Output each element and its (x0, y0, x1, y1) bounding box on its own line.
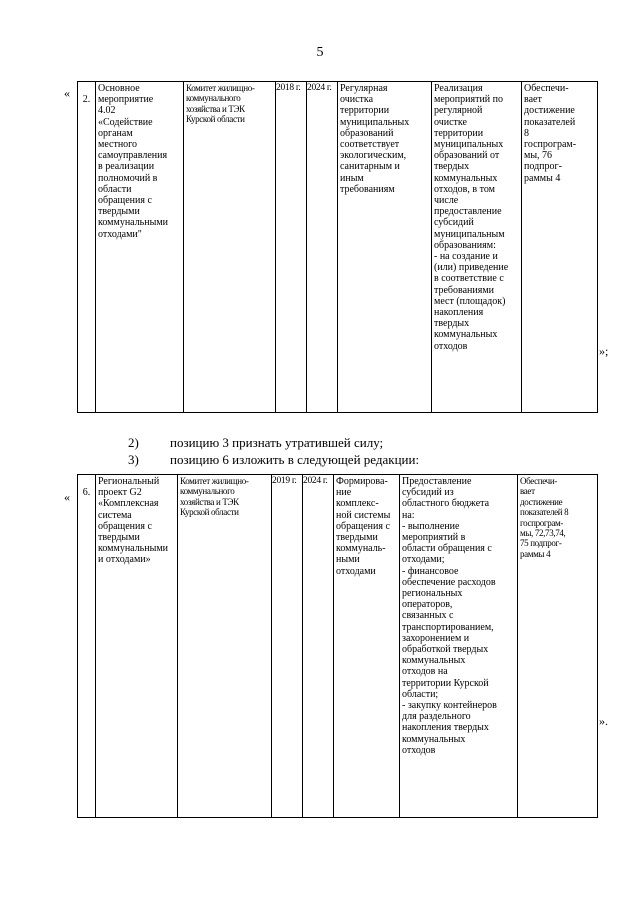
cell-line: Обеспечи- (520, 476, 557, 486)
cell-line: мероприятие (98, 94, 154, 106)
cell-line: экологическим, (340, 150, 407, 162)
cell-line: органам (98, 127, 133, 139)
cell-line: отходов (434, 340, 468, 352)
cell-line: 75 подпрог- (520, 538, 562, 549)
cell-line: муниципальных (434, 139, 504, 151)
cell-line: твердыми (336, 532, 378, 544)
cell-line: отходов, в том (434, 183, 495, 195)
cell-line: образованиям: (434, 239, 496, 251)
cell-line: и отходами» (98, 554, 151, 566)
cell-line: территории (434, 127, 484, 139)
cell-line: подпрог- (524, 161, 562, 173)
item-number: 3) (128, 452, 139, 467)
indicators-cell (518, 475, 598, 818)
cell-line: твердых (434, 161, 470, 173)
cell-line: мы, 72,73,74, (520, 528, 566, 539)
cell-line: Основное (98, 83, 140, 94)
cell-line: Курской области (186, 114, 245, 125)
content-cell (400, 475, 518, 818)
cell-line: коммунальными (98, 543, 168, 555)
open-quote-1: « (64, 86, 70, 100)
cell-line: хозяйства и ТЭК (180, 496, 239, 507)
cell-line: мы, 76 (524, 150, 553, 162)
cell-line: Комитет жилищно- (180, 476, 249, 486)
start-year-cell: 2018 г. (276, 82, 307, 413)
cell-line: отходами" (98, 228, 142, 240)
cell-line: показателей 8 (520, 507, 569, 518)
close-quote-2: ». (599, 714, 608, 728)
cell-line: транспортированием, (402, 621, 494, 633)
cell-line: Предоставление (402, 476, 472, 487)
cell-line: субсидий (434, 217, 474, 229)
cell-line: госпрограм- (520, 517, 564, 528)
cell-line: отходов (402, 744, 436, 756)
cell-line: мероприятий в (402, 532, 466, 544)
cell-line: раммы 4 (524, 172, 561, 184)
cell-line: обращения с (98, 195, 152, 207)
expected-result-cell (334, 475, 400, 818)
cell-line: коммунальных (402, 655, 466, 667)
page-number: 5 (316, 45, 324, 60)
cell-line: на: (402, 509, 415, 521)
content-cell (432, 82, 522, 413)
cell-line: накопления твердых (402, 722, 489, 734)
cell-line: образований (340, 127, 394, 139)
cell-line: достижение (524, 105, 575, 117)
cell-line: достижение (520, 496, 563, 507)
cell-line: области обращения с (402, 543, 492, 555)
cell-line: вает (520, 486, 535, 497)
cell-line: ние (336, 487, 352, 499)
cell-line: захоронением и (402, 632, 470, 644)
cell-line: очистке (434, 116, 467, 128)
cell-line: мероприятий по (434, 94, 503, 106)
cell-line: соответствует (340, 139, 400, 151)
cell-line: числе (434, 195, 459, 207)
cell-line: региональных (402, 588, 463, 600)
indicators-cell (522, 82, 598, 413)
cell-line: санитарным и (340, 161, 400, 173)
row-number: 6. (78, 475, 96, 818)
table-row (78, 82, 598, 413)
cell-line: требованиям (340, 183, 395, 195)
cell-line: - выполнение (402, 520, 460, 532)
executor-cell (178, 475, 272, 818)
cell-line: обеспечение расходов (402, 576, 496, 588)
cell-line: хозяйства и ТЭК (186, 103, 245, 114)
cell-line: операторов, (402, 599, 453, 611)
cell-line: - на создание и (434, 251, 498, 263)
cell-line: предоставление (434, 206, 502, 218)
cell-line: муниципальных (340, 116, 410, 128)
cell-line: в реализации (98, 161, 155, 173)
cell-line: коммунального (186, 93, 241, 104)
table-row (78, 475, 598, 818)
cell-line: обработкой твердых (402, 644, 489, 656)
cell-line: показателей (524, 116, 576, 128)
position-2-table (77, 81, 598, 413)
measure-name-cell (96, 82, 184, 413)
cell-line: Регулярная (340, 83, 388, 94)
cell-line: связанных с (402, 610, 454, 622)
cell-line: отходов на (402, 666, 448, 678)
cell-line: субсидий из (402, 487, 454, 499)
end-year-cell: 2024 г. (303, 475, 334, 818)
cell-line: обращения с (98, 520, 152, 532)
cell-line: накопления (434, 307, 484, 319)
cell-line: полномочий в (98, 172, 158, 184)
cell-line: образований от (434, 150, 500, 162)
cell-line: регулярной (434, 105, 483, 117)
close-quote-1: »; (599, 344, 609, 358)
cell-line: области; (402, 688, 439, 700)
cell-line: требованиями (434, 284, 495, 296)
cell-line: (или) приведение (434, 262, 509, 274)
cell-line: Формирова- (336, 476, 388, 487)
cell-line: области (98, 183, 132, 195)
cell-line: обращения с (336, 520, 390, 532)
cell-line: отходами; (402, 554, 445, 566)
project-name-cell (96, 475, 178, 818)
cell-line: очистка (340, 94, 374, 106)
cell-line: Реализация (434, 83, 483, 94)
cell-line: коммунальными (98, 217, 168, 229)
cell-line: коммуналь- (336, 543, 386, 555)
row-number: 2. (78, 82, 96, 413)
cell-line: самоуправления (98, 150, 168, 162)
cell-line: отходами (336, 565, 376, 577)
cell-line: коммунальных (434, 172, 498, 184)
cell-line: вает (524, 94, 542, 106)
cell-line: проект G2 (98, 487, 142, 499)
cell-line: территории (340, 105, 390, 117)
expected-result-cell (338, 82, 432, 413)
cell-line: коммунального (180, 486, 235, 497)
cell-line: для раздельного (402, 711, 471, 723)
cell-line: твердыми (98, 532, 140, 544)
cell-line: Комитет жилищно- (186, 83, 255, 93)
start-year-cell: 2019 г. (272, 475, 303, 818)
cell-line: система (98, 509, 132, 521)
cell-line: твердыми (98, 206, 140, 218)
cell-line: «Комплексная (98, 498, 159, 510)
cell-line: местного (98, 139, 138, 151)
cell-line: ными (336, 554, 360, 566)
cell-line: Обеспечи- (524, 83, 569, 94)
cell-line: 4.02 (98, 105, 116, 117)
executor-cell (184, 82, 276, 413)
cell-line: госпрограм- (524, 139, 577, 151)
cell-line: в соответствие с (434, 273, 504, 285)
cell-line: мест (площадок) (434, 295, 506, 307)
cell-line: Курской области (180, 507, 239, 518)
item-text: позицию 6 изложить в следующей редакции: (170, 452, 420, 467)
cell-line: - финансовое (402, 565, 459, 577)
cell-line: муниципальным (434, 228, 505, 240)
cell-line: коммунальных (434, 329, 498, 341)
cell-line: комплекс- (336, 498, 379, 510)
cell-line: твердых (434, 318, 470, 330)
item-text: позицию 3 признать утратившей силу; (170, 435, 384, 450)
cell-line: раммы 4 (520, 548, 551, 559)
cell-line: территории Курской (402, 677, 489, 689)
cell-line: 8 (524, 127, 529, 139)
item-number: 2) (128, 435, 139, 450)
open-quote-2: « (64, 490, 70, 504)
cell-line: Региональный (98, 476, 160, 487)
cell-line: ной системы (336, 509, 391, 521)
cell-line: «Содействие (98, 116, 153, 128)
cell-line: иным (340, 172, 364, 184)
position-6-table (77, 474, 598, 818)
cell-line: - закупку контейнеров (402, 700, 497, 712)
end-year-cell: 2024 г. (307, 82, 338, 413)
cell-line: областного бюджета (402, 498, 490, 510)
cell-line: коммунальных (402, 733, 466, 745)
